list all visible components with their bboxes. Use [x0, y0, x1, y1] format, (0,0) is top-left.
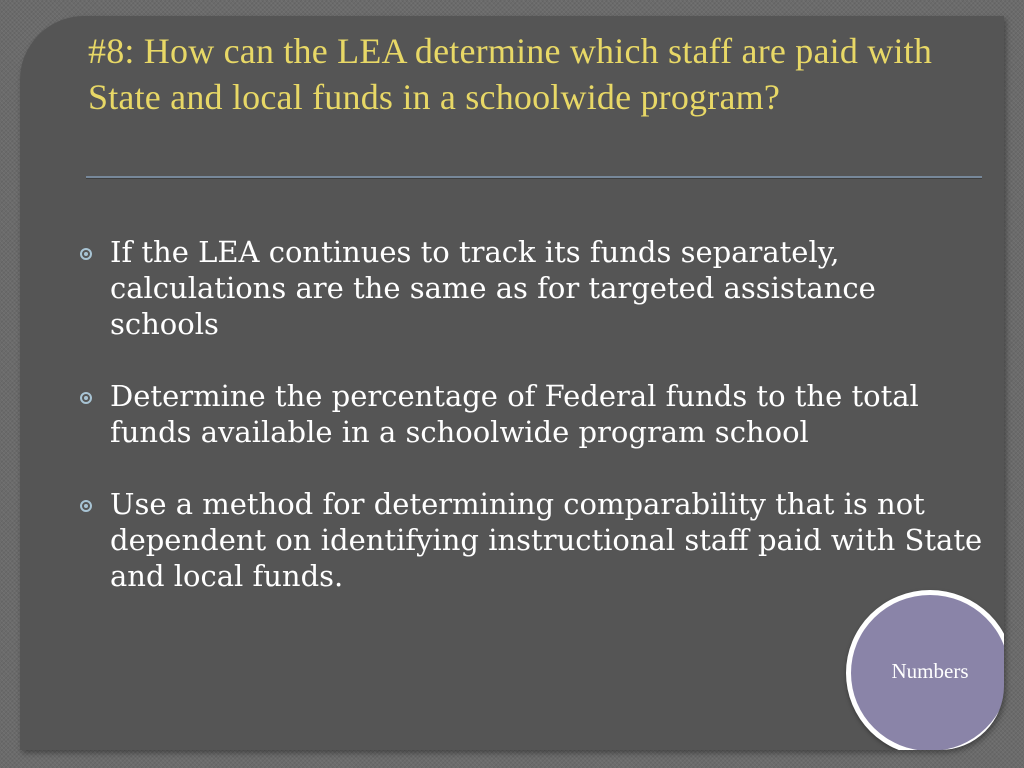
circle-dot-bullet-icon: [80, 392, 92, 404]
numbers-badge[interactable]: [846, 590, 1004, 750]
bullet-item: [78, 234, 988, 342]
slide-title: #8: How can the LEA determine which staff are paid with State and local funds in a schoolwide program?: [88, 31, 933, 117]
bullet-list: [78, 234, 988, 630]
circle-dot-bullet-icon: [80, 248, 92, 260]
slide-panel: [20, 16, 1004, 750]
bullet-text: Use a method for determining comparability that is not dependent on identifying instructional staff paid with State and local funds.: [110, 487, 983, 593]
badge-label: Numbers: [891, 658, 969, 683]
bullet-text: Determine the percentage of Federal funds to the total funds available in a schoolwide program school: [110, 379, 919, 449]
bullet-item: [78, 378, 988, 450]
title-divider: [86, 176, 982, 179]
bullet-text: If the LEA continues to track its funds separately, calculations are the same as for targeted assistance schools: [110, 235, 876, 341]
circle-dot-bullet-icon: [80, 500, 92, 512]
bullet-item: [78, 486, 988, 594]
